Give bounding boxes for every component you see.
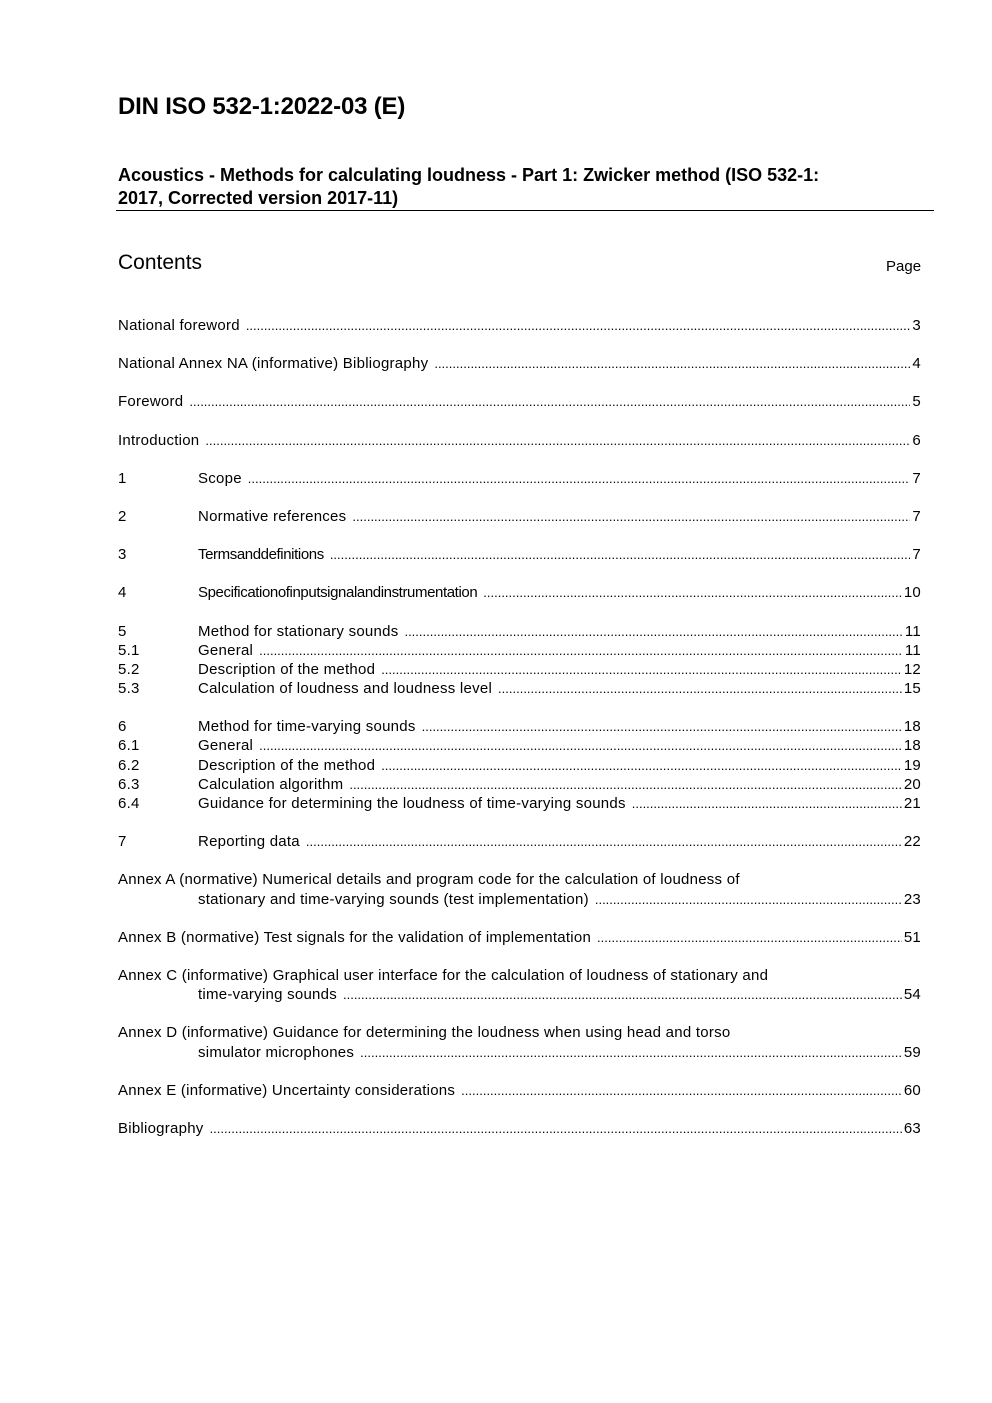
toc-page: 3 — [912, 317, 921, 334]
toc-number: 7 — [118, 833, 127, 851]
leader-dots — [434, 354, 910, 373]
toc-label: Method for time-varying sounds — [198, 718, 416, 736]
toc-entry-section-4[interactable] — [118, 583, 921, 602]
toc-page: 12 — [903, 660, 921, 678]
leader-dots — [349, 775, 901, 794]
leader-dots — [422, 717, 902, 736]
toc-label: Guidance for determining the loudness of time-varying sounds — [198, 795, 626, 812]
toc-entry-section-5-2[interactable] — [118, 660, 921, 679]
toc-label: Calculation algorithm — [198, 775, 344, 793]
toc-entry-section-7[interactable] — [118, 832, 921, 851]
toc-page: 22 — [903, 833, 921, 851]
leader-dots — [343, 985, 902, 1004]
toc-number: 6.3 — [118, 775, 140, 793]
toc-page: 7 — [912, 546, 921, 564]
toc-entry-annex-e[interactable] — [118, 1081, 921, 1100]
toc-label: General — [198, 737, 254, 755]
toc-entry-section-5-1[interactable] — [118, 641, 921, 660]
toc-page: 63 — [903, 1119, 921, 1137]
leader-dots — [483, 583, 902, 602]
leader-dots — [360, 1043, 902, 1062]
toc-number: 5.2 — [118, 660, 140, 678]
toc-label: Termsanddefinitions — [198, 546, 324, 564]
toc-page: 18 — [903, 718, 921, 736]
toc-page: 21 — [903, 795, 921, 812]
toc-label: Annex E (informative) Uncertainty considerations — [118, 1081, 456, 1099]
leader-dots — [246, 316, 911, 335]
toc-number: 5.3 — [118, 680, 140, 698]
toc-number: 6.1 — [118, 737, 140, 755]
toc-label-line-2: time-varying sounds — [198, 986, 337, 1004]
toc-label: Normative references — [198, 507, 347, 525]
toc-page: 10 — [903, 584, 921, 602]
toc-page: 11 — [904, 622, 921, 640]
toc-entry-section-6-2[interactable] — [118, 756, 921, 775]
contents-heading: Contents — [118, 251, 203, 274]
toc-number: 2 — [118, 507, 127, 525]
leader-dots — [248, 469, 911, 488]
toc-entry-section-2[interactable] — [118, 507, 921, 526]
toc-label: Description of the method — [198, 756, 376, 774]
toc-number: 1 — [118, 469, 127, 487]
toc-number: 6.4 — [118, 795, 140, 812]
leader-dots — [189, 392, 910, 411]
toc-label: General — [198, 641, 254, 659]
toc-number: 3 — [118, 546, 127, 564]
toc-label-line-1: Annex C (informative) Graphical user interface for the calculation of loudness of stationary and — [118, 966, 769, 984]
leader-dots — [210, 1119, 902, 1138]
toc-page: 4 — [912, 355, 921, 373]
toc-label-line-1: Annex D (informative) Guidance for determining the loudness when using head and torso — [118, 1024, 731, 1042]
leader-dots — [404, 622, 902, 641]
leader-dots — [259, 641, 903, 660]
toc-page: 6 — [912, 431, 921, 449]
toc-entry-section-6-1[interactable] — [118, 736, 921, 755]
toc-label: Specificationofinputsignalandinstrumentation — [198, 584, 478, 602]
toc-label: Introduction — [118, 431, 200, 449]
document-title-line-2: 2017, Corrected version 2017-11) — [118, 188, 399, 208]
document-title-line-1: Acoustics - Methods for calculating loudness - Part 1: Zwicker method (ISO 532-1: — [118, 165, 820, 185]
title-divider — [116, 210, 934, 211]
document-id: DIN ISO 532-1:2022-03 (E) — [118, 93, 406, 120]
leader-dots — [330, 545, 911, 564]
toc-label: National Annex NA (informative) Bibliography — [118, 355, 429, 373]
toc-number: 6 — [118, 718, 127, 736]
leader-dots — [595, 890, 902, 909]
toc-number: 6.2 — [118, 756, 140, 774]
toc-number: 4 — [118, 584, 127, 602]
toc-entry-section-1[interactable] — [118, 469, 921, 488]
toc-label: Calculation of loudness and loudness level — [198, 680, 493, 698]
leader-dots — [381, 660, 902, 679]
toc-label: Scope — [198, 469, 242, 487]
toc-page: 51 — [903, 928, 921, 946]
toc-label: National foreword — [118, 317, 240, 334]
toc-number: 5 — [118, 622, 127, 640]
toc-entry-section-3[interactable] — [118, 545, 921, 564]
toc-label-line-2: stationary and time-varying sounds (test implementation) — [198, 890, 589, 908]
toc-label: Description of the method — [198, 660, 376, 678]
toc-entry-section-5[interactable] — [118, 622, 921, 641]
toc-page: 18 — [903, 737, 921, 755]
table-of-contents — [118, 316, 921, 1138]
toc-page: 60 — [903, 1081, 921, 1099]
toc-page: 7 — [912, 507, 921, 525]
leader-dots — [352, 507, 910, 526]
toc-label: Reporting data — [198, 833, 300, 851]
toc-entry-annex-c[interactable] — [118, 966, 921, 1004]
leader-dots — [381, 756, 902, 775]
toc-page: 23 — [903, 890, 921, 908]
toc-entry-foreword[interactable] — [118, 392, 921, 411]
leader-dots — [461, 1081, 902, 1100]
toc-page: 5 — [912, 393, 921, 411]
toc-label-line-1: Annex A (normative) Numerical details and program code for the calculation of loudness of — [118, 871, 740, 889]
toc-page: 54 — [903, 986, 921, 1004]
leader-dots — [205, 431, 910, 450]
toc-entry-national-annex[interactable] — [118, 354, 921, 373]
toc-label: Foreword — [118, 393, 184, 411]
toc-page: 11 — [904, 641, 921, 659]
document-title — [118, 164, 918, 210]
toc-page: 15 — [903, 680, 921, 698]
toc-entry-bibliography[interactable] — [118, 1119, 921, 1138]
toc-number: 5.1 — [118, 641, 140, 659]
toc-entry-annex-a[interactable] — [118, 870, 921, 908]
toc-page: 20 — [903, 775, 921, 793]
toc-page: 59 — [903, 1043, 921, 1061]
leader-dots — [259, 736, 902, 755]
toc-entry-section-6[interactable] — [118, 717, 921, 736]
toc-label: Annex B (normative) Test signals for the validation of implementation — [118, 928, 592, 946]
toc-entry-annex-d[interactable] — [118, 1023, 921, 1061]
toc-label: Method for stationary sounds — [198, 622, 399, 640]
toc-entry-introduction[interactable] — [118, 431, 921, 450]
toc-label: Bibliography — [118, 1119, 204, 1137]
leader-dots — [632, 794, 902, 813]
toc-label-line-2: simulator microphones — [198, 1043, 355, 1061]
toc-entry-annex-b[interactable] — [118, 928, 921, 947]
toc-entry-national-foreword[interactable] — [118, 316, 921, 335]
toc-page: 19 — [903, 756, 921, 774]
leader-dots — [597, 928, 902, 947]
leader-dots — [498, 679, 902, 698]
toc-page: 7 — [912, 469, 921, 487]
leader-dots — [306, 832, 902, 851]
toc-entry-section-6-3[interactable] — [118, 775, 921, 794]
page-column-heading: Page — [886, 258, 922, 275]
toc-entry-section-5-3[interactable] — [118, 679, 921, 698]
toc-entry-section-6-4[interactable] — [118, 794, 921, 813]
